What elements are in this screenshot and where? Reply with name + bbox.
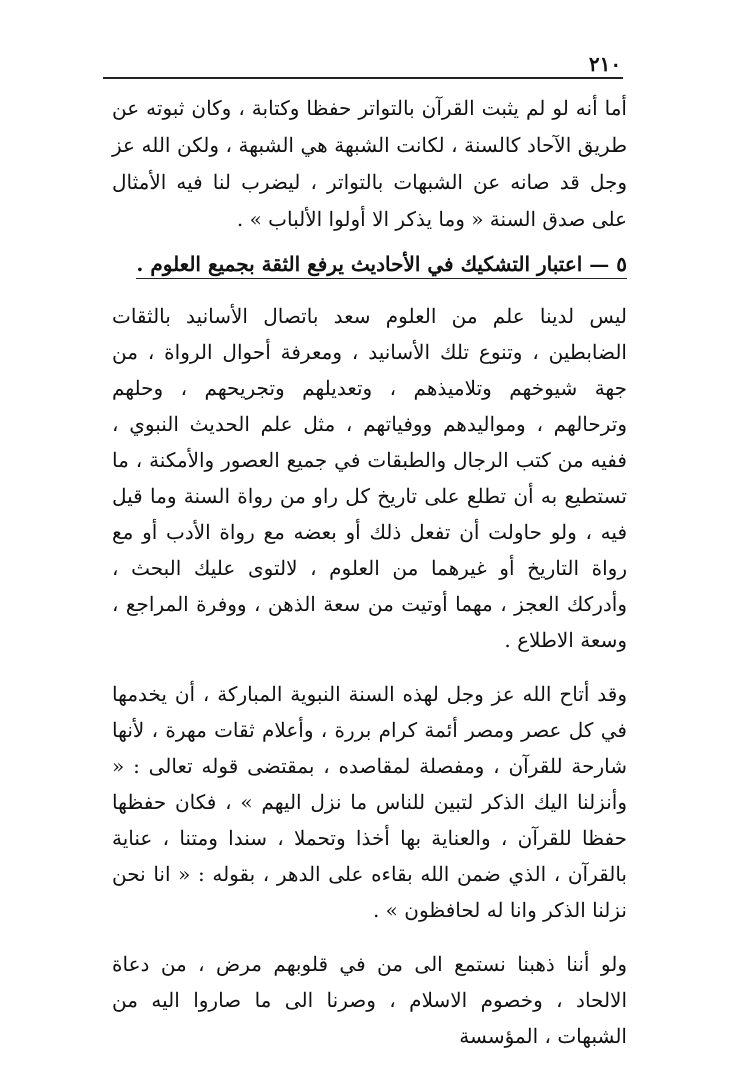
paragraph-4: ولو أننا ذهبنا نستمع الى من في قلوبهم مرض ، من دعاة الالحاد ، وخصوم الاسلام ، وصرنا الى ما صاروا اليه من الشبهات ، المؤسسة	[112, 952, 627, 1048]
paragraph-2: ليس لدينا علم من العلوم سعد باتصال الأسانيد بالثقات الضابطين ، وتنوع تلك الأسانيد ، ومعرفة أحوال الرواة ، من جهة شيوخهم وتلاميذهم ، وتعديلهم وتجريحهم ، وحلهم وترحالهم ، ومواليدهم ووفياتهم ، مثل علم الحديث النبوي ، ففيه من كتب الرجال والطبقات في جميع العصور والأمكنة ، ما تستطيع به أن تطلع على تاريخ كل راو من رواة السنة وما قيل فيه ، ولو حاولت أن تفعل ذلك أو بعضه مع رواة الأدب أو مع رواة التاريخ أو غيرهما من العلوم ، لالتوى عليك البحث ، وأدركك العجز ، مهما أوتيت من سعة الذهن ، ووفرة المراجع ، وسعة الاطلاع .	[112, 304, 627, 652]
spacer	[112, 284, 627, 298]
paragraph-3: وقد أتاح الله عز وجل لهذه السنة النبوية المباركة ، أن يخدمها في كل عصر ومصر أئمة كرام بررة ، وأعلام ثقات مهرة ، لأنها شارحة للقرآن ، ومفصلة لمقاصده ، بمقتضى قوله تعالى : « وأنزلنا اليك الذكر لتبين للناس ما نزل اليهم » ، فكان حفظها حفظا للقرآن ، والعناية بها أخذا وتحملا ، سندا ومتنا ، عناية بالقرآن ، الذي ضمن الله بقاءه على الدهر ، بقوله : « انا نحن نزلنا الذكر وانا له لحافظون » .	[112, 682, 627, 922]
section-heading-text: ٥ — اعتبار التشكيك في الأحاديث يرفع الثقة بجميع العلوم .	[136, 252, 627, 279]
spacer	[112, 928, 627, 946]
section-heading	[112, 244, 627, 284]
header-rule	[103, 77, 623, 79]
spacer	[112, 658, 627, 676]
paragraph-1: أما أنه لو لم يثبت القرآن بالتواتر حفظا وكتابة ، وكان ثبوته عن طريق الآحاد كالسنة ، لكانت الشبهة هي الشبهة ، ولكن الله عز وجل قد صانه عن الشبهات بالتواتر ، ليضرب لنا فيه الأمثال على صدق السنة « وما يذكر الا أولوا الألباب » .	[112, 96, 627, 231]
page-content	[112, 90, 627, 1054]
page-number: ٢١٠	[588, 52, 622, 76]
